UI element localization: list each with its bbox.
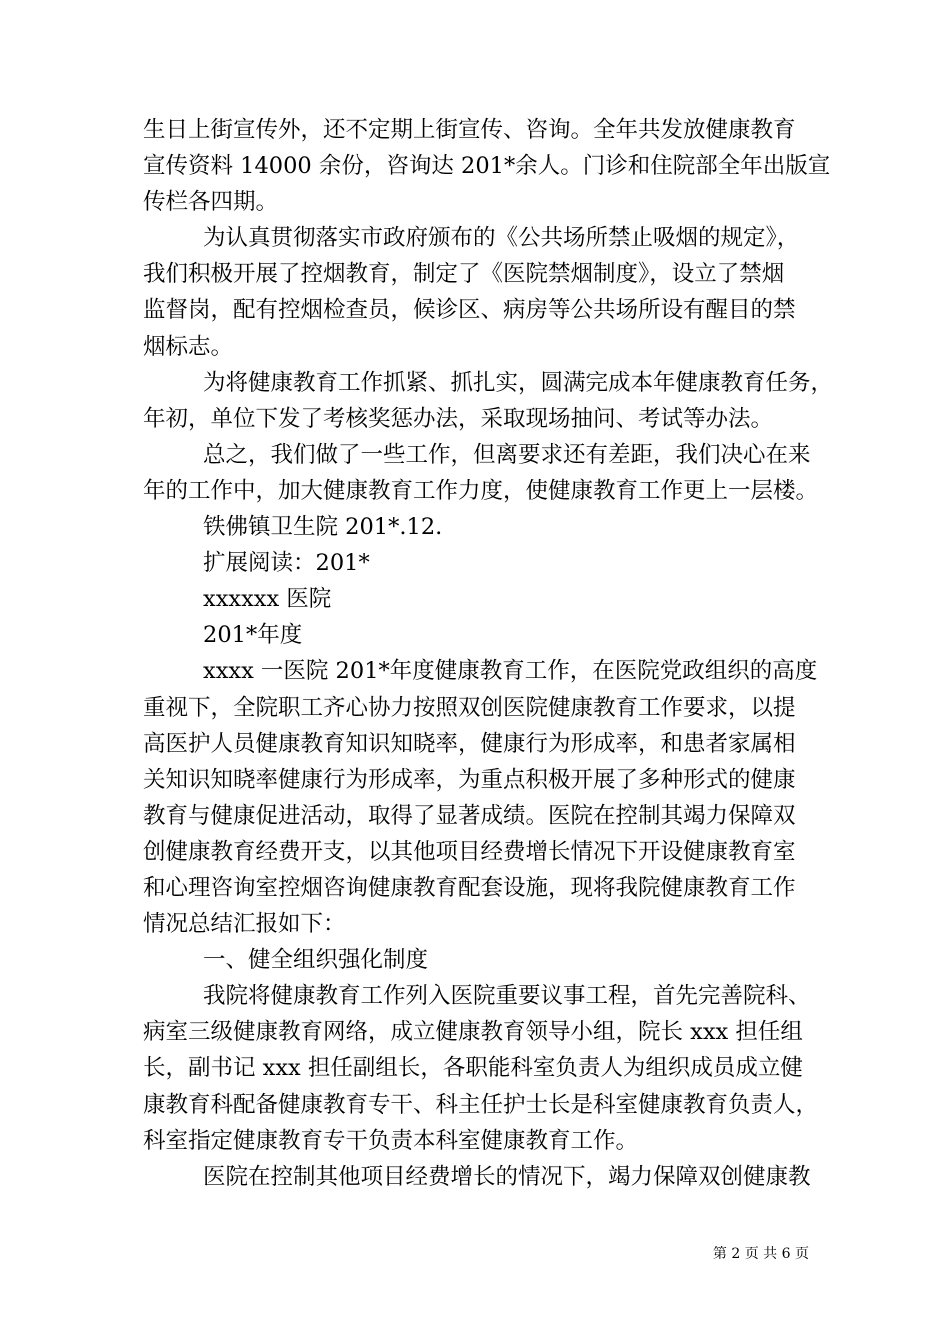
text-line: 高医护人员健康教育知识知晓率，健康行为形成率，和患者家属相 [143,730,796,757]
text-line: 情况总结汇报如下： [143,911,346,938]
text-line: xxxx 一医院 201*年度健康教育工作，在医院党政组织的高度 [203,658,818,685]
text-line: 总之，我们做了一些工作，但离要求还有差距，我们决心在来 [203,441,811,468]
text-line: 重视下，全院职工齐心协力按照双创医院健康教育工作要求，以提 [143,694,796,721]
text-line: 生日上街宣传外，还不定期上街宣传、咨询。全年共发放健康教育 [143,117,796,143]
text-line: 宣传资料 14000 余份，咨询达 201*余人。门诊和住院部全年出版宣 [143,153,831,180]
text-line: 康教育科配备健康教育专干、科主任护士长是科室健康教育负责人， [143,1091,819,1118]
text-line: 我们积极开展了控烟教育，制定了《医院禁烟制度》，设立了禁烟 [143,261,785,288]
text-line: 扩展阅读：201* [203,550,370,577]
text-line: 我院将健康教育工作列入医院重要议事工程，首先完善院科、 [203,983,811,1010]
text-line: 长，副书记 xxx 担任副组长，各职能科室负责人为组织成员成立健 [143,1055,803,1082]
text-line: 201*年度 [203,622,303,649]
text-line: 监督岗，配有控烟检查员，候诊区、病房等公共场所设有醒目的禁 [143,297,796,324]
document-body [143,112,834,1195]
text-line: 为认真贯彻落实市政府颁布的《公共场所禁止吸烟的规定》， [203,225,800,252]
text-line: 铁佛镇卫生院 201*.12. [203,514,443,541]
text-line: xxxxxx 医院 [203,586,332,613]
text-line: 年的工作中，加大健康教育工作力度，使健康教育工作更上一层楼。 [143,477,819,504]
text-line: 烟标志。 [143,333,234,360]
text-line: 创健康教育经费开支，以其他项目经费增长情况下开设健康教育室 [143,838,796,865]
text-line: 医院在控制其他项目经费增长的情况下，竭力保障双创健康教 [203,1163,811,1190]
text-line: 病室三级健康教育网络，成立健康教育领导小组，院长 xxx 担任组 [143,1019,803,1046]
text-line: 关知识知晓率健康行为形成率，为重点积极开展了多种形式的健康 [143,766,796,793]
text-line: 和心理咨询室控烟咨询健康教育配套设施，现将我院健康教育工作 [143,874,796,901]
text-line: 一、健全组织强化制度 [203,947,429,974]
text-line: 年初，单位下发了考核奖惩办法，采取现场抽问、考试等办法。 [143,405,774,432]
page-number: 第 2 页 共 6 页 [712,1246,809,1262]
text-line: 传栏各四期。 [143,189,279,216]
text-line: 教育与健康促进活动，取得了显著成绩。医院在控制其竭力保障双 [143,802,796,829]
text-line: 为将健康教育工作抓紧、抓扎实，圆满完成本年健康教育任务， [203,369,834,396]
text-line: 科室指定健康教育专干负责本科室健康教育工作。 [143,1127,639,1154]
